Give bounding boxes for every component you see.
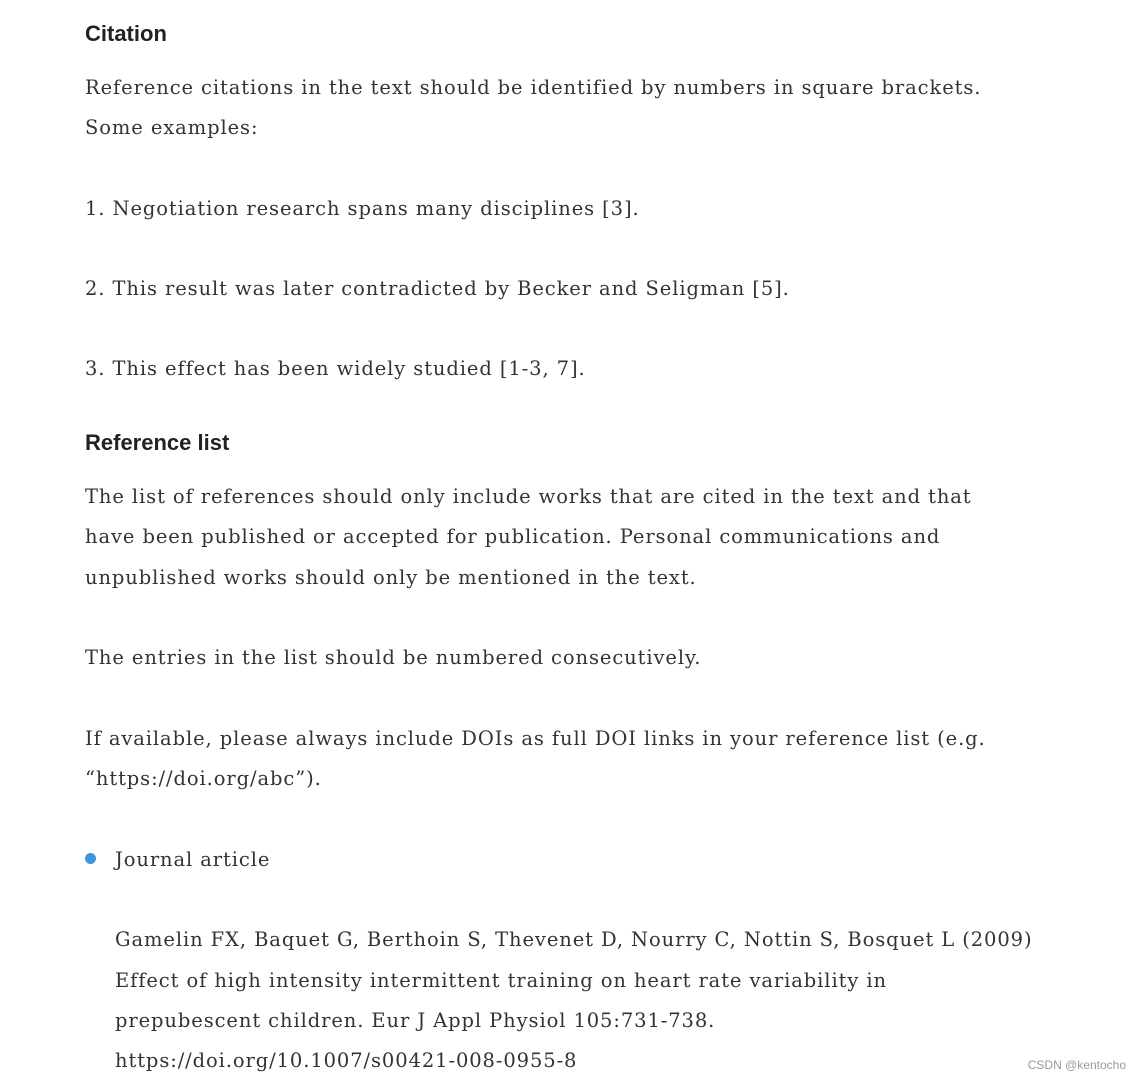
bullet-dot-icon xyxy=(85,853,96,864)
reference-para1-line1: The list of references should only include works that are cited in the text and that xyxy=(85,485,972,508)
citation-intro-line1: Reference citations in the text should be identified by numbers in square brackets. xyxy=(85,76,982,99)
citation-example-2: 2. This result was later contradicted by Becker and Seligman [5]. xyxy=(85,277,790,300)
bullet-journal-article: Journal article xyxy=(115,848,271,871)
reference-para3-line1: If available, please always include DOIs as full DOI links in your reference list (e.g. xyxy=(85,727,986,750)
citation-heading: Citation xyxy=(85,21,167,46)
reference-list-heading: Reference list xyxy=(85,430,230,455)
example-reference-line2: Effect of high intensity intermittent training on heart rate variability in xyxy=(115,969,887,992)
reference-para2: The entries in the list should be numbered consecutively. xyxy=(85,646,702,669)
example-reference-line1: Gamelin FX, Baquet G, Berthoin S, Thevenet D, Nourry C, Nottin S, Bosquet L (2009) xyxy=(115,928,1033,951)
example-reference-line3: prepubescent children. Eur J Appl Physiol 105:731-738. xyxy=(115,1009,716,1032)
citation-intro-line2: Some examples: xyxy=(85,116,259,139)
reference-para1-line3: unpublished works should only be mentioned in the text. xyxy=(85,566,697,589)
watermark: CSDN @kentocho xyxy=(1027,1058,1126,1072)
citation-example-3: 3. This effect has been widely studied [1-3, 7]. xyxy=(85,357,586,380)
reference-para1-line2: have been published or accepted for publication. Personal communications and xyxy=(85,525,941,548)
reference-para3-line2: “https://doi.org/abc”). xyxy=(85,767,322,790)
example-reference-doi-link[interactable]: https://doi.org/10.1007/s00421-008-0955-8 xyxy=(115,1049,578,1072)
citation-example-1: 1. Negotiation research spans many disciplines [3]. xyxy=(85,197,640,220)
